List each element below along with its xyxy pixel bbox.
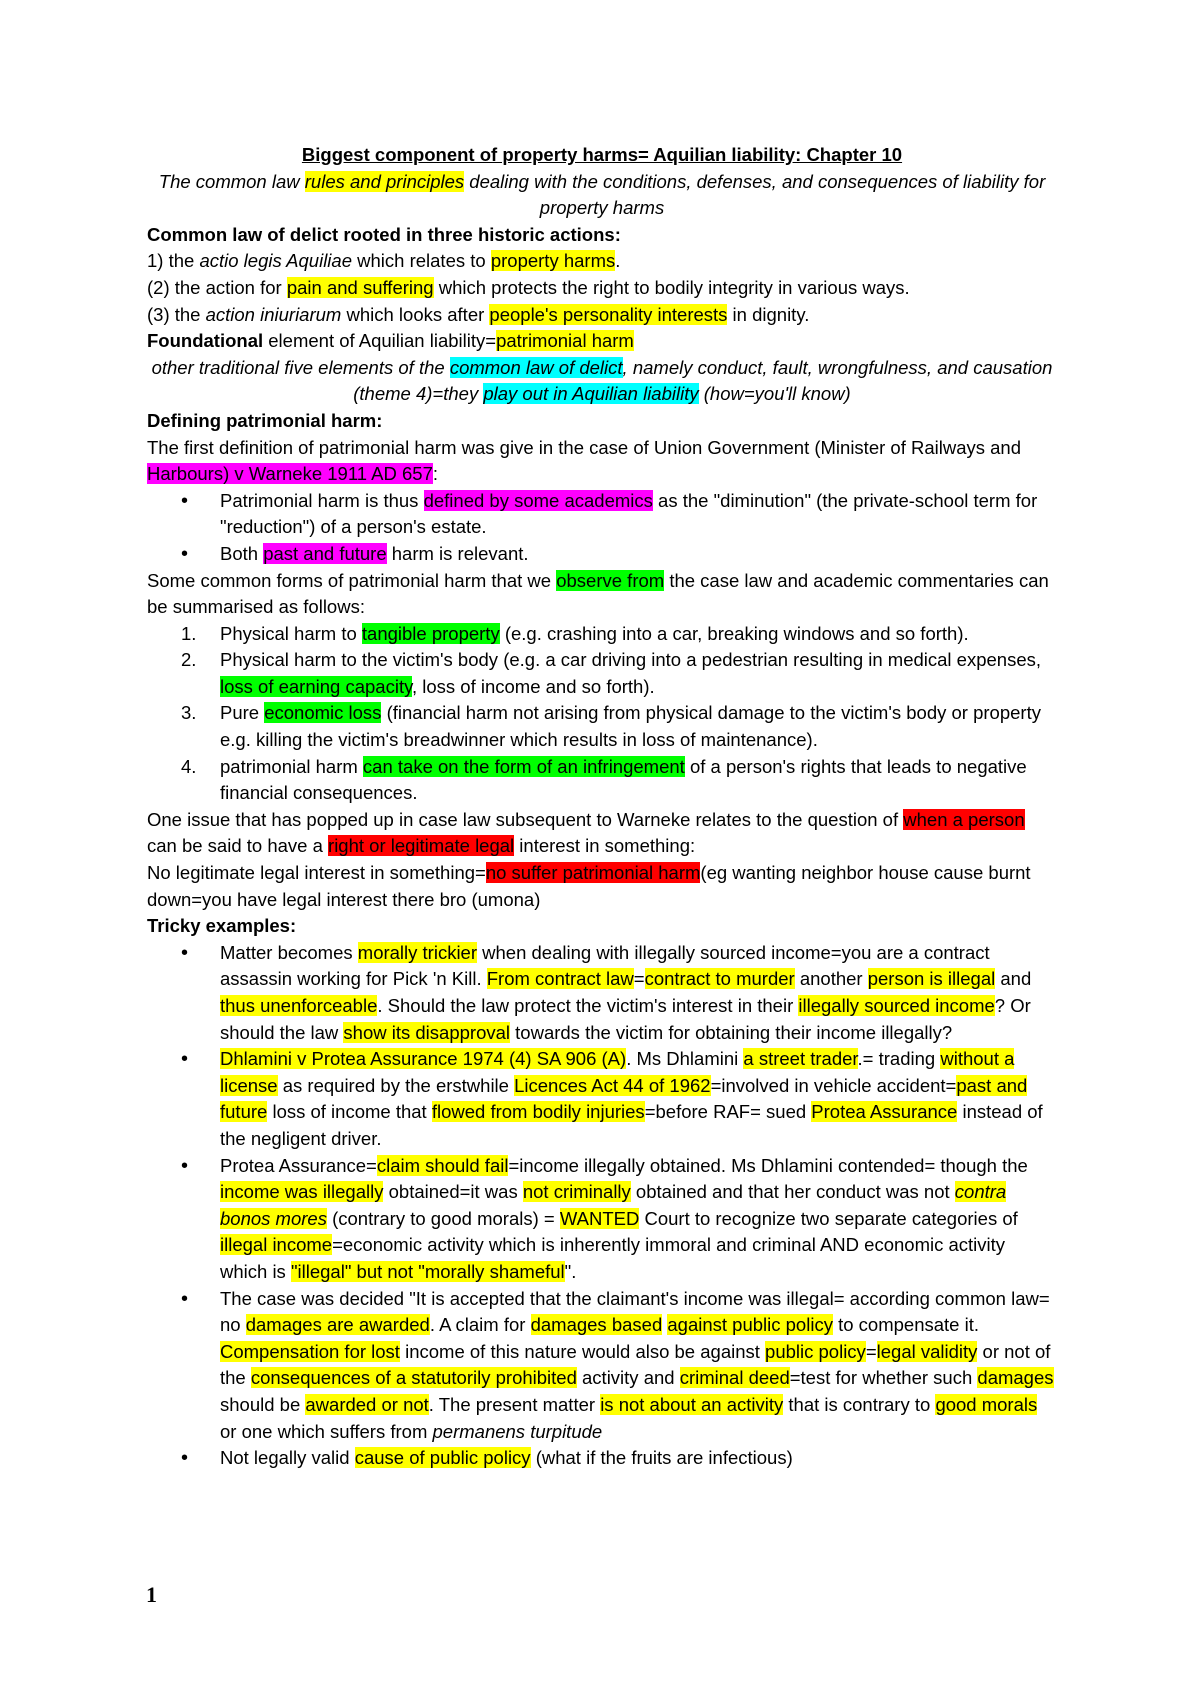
text-run: obtained=it was	[383, 1181, 523, 1203]
highlighted-text: Protea Assurance	[811, 1101, 958, 1123]
highlighted-text: economic loss	[264, 702, 382, 724]
highlighted-text: is not about an activity	[600, 1393, 784, 1415]
text-run: No legitimate legal interest in something=	[147, 862, 486, 884]
text-run: or one which suffers from	[220, 1420, 433, 1442]
highlighted-text: Harbours) v Warneke 1911 AD 657	[147, 463, 433, 485]
highlighted-text: awarded or not	[305, 1393, 429, 1415]
highlighted-text: person is illegal	[867, 968, 996, 990]
item-number: 4.	[181, 755, 197, 777]
text-run: =test for whether such	[789, 1367, 978, 1389]
bullet-item	[147, 1445, 1057, 1472]
item-number: 3.	[181, 702, 197, 724]
text-run: . Ms Dhlamini	[626, 1048, 744, 1070]
text-run: Pure	[220, 702, 265, 724]
text-run: and	[995, 968, 1032, 990]
highlighted-text: not criminally	[522, 1181, 631, 1203]
highlighted-text: flowed from bodily injuries	[431, 1101, 645, 1123]
subtitle	[147, 169, 1057, 222]
highlighted-text: no suffer patrimonial harm	[485, 862, 701, 884]
text-run: when dealing with illegally sourced income=you are a contract assassin working for Pick 'n Kill.	[220, 941, 990, 990]
highlighted-text: Compensation for lost	[220, 1340, 400, 1362]
text-run: Physical harm to the victim's body (e.g. a car driving into a pedestrian resulting in medical expenses,	[220, 649, 1042, 671]
action-2	[147, 275, 1057, 302]
highlighted-text: defined by some academics	[423, 489, 653, 511]
bullet-item	[147, 488, 1057, 541]
text-run: (financial harm not arising from physical damage to the victim's body or property e.g. killing the victim's breadwinner which results in loss of maintenance).	[220, 702, 1041, 751]
highlighted-text: income was illegally	[220, 1181, 384, 1203]
text-run: (what if the fruits are infectious)	[530, 1447, 793, 1469]
no-legitimate-interest	[147, 860, 1057, 913]
text-run: Patrimonial harm is thus	[220, 489, 424, 511]
text-run: . Should the law protect the victim's interest in their	[377, 995, 799, 1016]
text-run: (eg wanting neighbor house cause burnt down=you have legal interest there bro (umona)	[147, 862, 1031, 910]
highlighted-text: when a person	[903, 808, 1025, 830]
numbered-item	[147, 621, 1057, 648]
text-run: activity and	[576, 1367, 680, 1389]
text-run: ? Or should the law	[220, 995, 1031, 1043]
text-run: as the "diminution" (the private-school term for "reduction") of a person's estate.	[220, 489, 1038, 538]
bullet-item	[147, 940, 1057, 1046]
text-run: =involved in vehicle accident=	[710, 1074, 957, 1096]
text-run: other traditional five elements of the	[151, 356, 450, 378]
text-run: (how=you'll know)	[698, 383, 851, 405]
text-run: of a person's rights that leads to negative financial consequences.	[220, 755, 1027, 804]
highlighted-text: patrimonial harm	[496, 330, 634, 352]
three-actions-heading: Common law of delict rooted in three historic actions:	[147, 223, 621, 245]
text-run: towards the victim for obtaining their income illegally?	[510, 1021, 953, 1043]
highlighted-text: property harms	[490, 250, 616, 272]
text-run: =	[865, 1340, 877, 1362]
highlighted-text: criminal deed	[679, 1367, 790, 1389]
text-run: instead of the negligent driver.	[220, 1101, 1043, 1149]
highlighted-text: consequences of a statutorily prohibited	[250, 1367, 577, 1389]
text-run: the case law and academic commentaries can be summarised as follows:	[147, 569, 1049, 618]
text-run: (3) the	[147, 303, 206, 325]
highlighted-text: a street trader	[743, 1048, 858, 1070]
bullet-item	[147, 1286, 1057, 1446]
text-run: can be said to have a	[147, 835, 329, 857]
text-run: loss of income that	[267, 1101, 432, 1123]
text-run: element of Aquilian liability=	[263, 330, 497, 352]
text-run: Both	[220, 542, 264, 564]
text-run: should be	[220, 1393, 306, 1415]
page-title: Biggest component of property harms= Aquilian liability: Chapter 10	[301, 144, 903, 165]
text-run: actio legis Aquiliae	[199, 250, 352, 272]
numbered-item	[147, 700, 1057, 753]
highlighted-text: "illegal" but not "morally shameful	[290, 1260, 565, 1282]
text-run: One issue that has popped up in case law subsequent to Warneke relates to the question of	[147, 808, 904, 830]
definition-bullet-list	[147, 488, 1057, 568]
text-run: .= trading	[857, 1048, 941, 1070]
highlighted-text: people's personality interests	[489, 303, 728, 325]
highlighted-text: WANTED	[559, 1207, 640, 1229]
text-run: which protects the right to bodily integrity in various ways.	[433, 276, 910, 298]
text-run: Court to recognize two separate categories of	[639, 1207, 1018, 1229]
highlighted-text: loss of earning capacity	[220, 675, 412, 697]
tricky-bullet-list	[147, 940, 1057, 1472]
text-run: (contrary to good morals) =	[326, 1207, 560, 1229]
text-run: The case was decided "It is accepted that the claimant's income was illegal= according common law= no	[220, 1287, 1050, 1336]
text-run: (e.g. crashing into a car, breaking windows and so forth).	[499, 622, 969, 644]
text-run: The first definition of patrimonial harm was give in the case of Union Government (Minister of Railways and	[147, 436, 1021, 458]
text-run: another	[794, 968, 868, 990]
text-run: which looks after	[341, 303, 490, 325]
highlighted-text: Licences Act 44 of 1962	[514, 1074, 711, 1096]
text-run: as required by the erstwhile	[277, 1074, 515, 1096]
action-3	[147, 302, 1057, 329]
highlighted-text: damages are awarded	[245, 1314, 430, 1336]
text-run: or not of the	[220, 1340, 1051, 1389]
text-run: Matter becomes	[220, 941, 358, 963]
highlighted-text: illegally sourced income	[798, 995, 995, 1016]
highlighted-text: public policy	[765, 1340, 866, 1362]
highlighted-text: damages	[977, 1367, 1054, 1389]
item-number: 1.	[181, 622, 197, 644]
text-run: that is contrary to	[783, 1393, 936, 1415]
bullet-item	[147, 1153, 1057, 1286]
highlighted-text: legal validity	[876, 1340, 978, 1362]
highlighted-text: past and future	[220, 1074, 1028, 1123]
highlighted-text: morally trickier	[357, 941, 478, 963]
text-run: Some common forms of patrimonial harm that we	[147, 569, 557, 591]
issue-paragraph	[147, 807, 1057, 860]
common-forms-intro	[147, 568, 1057, 621]
defining-heading: Defining patrimonial harm:	[147, 409, 383, 431]
five-elements-note	[147, 355, 1057, 408]
document-page	[147, 142, 1057, 1472]
text-run: dealing with the conditions, defenses, and consequences of liability for property harms	[464, 170, 1046, 219]
highlighted-text: against public policy	[667, 1314, 833, 1336]
text-run: which relates to	[352, 250, 491, 272]
highlighted-text: contract to murder	[644, 968, 795, 990]
highlighted-text: good morals	[935, 1393, 1038, 1415]
text-run: =before RAF= sued	[644, 1101, 812, 1123]
text-run: action iniuriarum	[205, 303, 342, 325]
text-run: to compensate it.	[832, 1314, 979, 1336]
text-run: =	[633, 968, 645, 990]
text-run: ".	[564, 1260, 577, 1282]
highlighted-text: without a license	[220, 1048, 1015, 1096]
item-number: 2.	[181, 649, 197, 671]
text-run: The common law	[158, 170, 305, 192]
first-definition	[147, 435, 1057, 488]
text-run: 1) the	[147, 250, 200, 272]
text-run: (2) the action for	[147, 276, 287, 298]
text-run: , namely conduct, fault, wrongfulness, and causation (theme 4)=they	[353, 356, 1053, 405]
text-run: =income illegally obtained. Ms Dhlamini contended= though the	[508, 1154, 1028, 1176]
text-run: . The present matter	[428, 1393, 601, 1415]
highlighted-text: cause of public policy	[354, 1447, 531, 1469]
text-run: Foundational	[147, 330, 264, 352]
highlighted-text: can take on the form of an infringement	[362, 755, 685, 777]
numbered-item	[147, 647, 1057, 700]
text-run: Not legally valid	[220, 1447, 355, 1469]
bullet-item	[147, 1046, 1057, 1152]
action-1	[147, 248, 1057, 275]
text-run: in dignity.	[727, 303, 810, 325]
highlighted-text: Dhlamini v Protea Assurance 1974 (4) SA 906 (A)	[220, 1048, 627, 1070]
text-run: obtained and that her conduct was not	[630, 1181, 955, 1203]
text-run: .	[615, 250, 621, 272]
text-run: harm is relevant.	[386, 542, 529, 564]
highlighted-text: rules and principles	[304, 170, 465, 192]
tricky-heading: Tricky examples:	[147, 915, 297, 937]
highlighted-text: damages based	[530, 1314, 663, 1336]
highlighted-text: contra bonos mores	[220, 1181, 1007, 1229]
highlighted-text: show its disapproval	[343, 1021, 511, 1043]
numbered-item	[147, 754, 1057, 807]
highlighted-text: tangible property	[361, 622, 500, 644]
foundational-element	[147, 328, 1057, 355]
text-run: patrimonial harm	[220, 755, 363, 777]
page-number: 1	[146, 1582, 157, 1607]
text-run: permanens turpitude	[432, 1420, 603, 1442]
text-run: Protea Assurance=	[220, 1154, 377, 1176]
text-run: :	[432, 463, 439, 485]
highlighted-text: claim should fail	[376, 1154, 509, 1176]
bullet-item	[147, 541, 1057, 568]
text-run: Physical harm to	[220, 622, 362, 644]
text-run: . A claim for	[429, 1314, 531, 1336]
highlighted-text: common law of delict	[449, 356, 623, 378]
highlighted-text: past and future	[263, 542, 387, 564]
highlighted-text: right or legitimate legal	[328, 835, 515, 857]
common-forms-list	[147, 621, 1057, 807]
text-run: income of this nature would also be against	[399, 1340, 766, 1362]
highlighted-text: thus unenforceable	[220, 995, 378, 1016]
highlighted-text: From contract law	[486, 968, 634, 990]
highlighted-text: observe from	[556, 569, 665, 591]
highlighted-text: illegal income	[220, 1234, 333, 1256]
text-run: =economic activity which is inherently immoral and criminal AND economic activity which is	[220, 1234, 1006, 1282]
highlighted-text: play out in Aquilian liability	[483, 383, 699, 405]
text-run: interest in something:	[514, 835, 696, 857]
highlighted-text: pain and suffering	[286, 276, 434, 298]
text-run: , loss of income and so forth).	[411, 675, 655, 697]
